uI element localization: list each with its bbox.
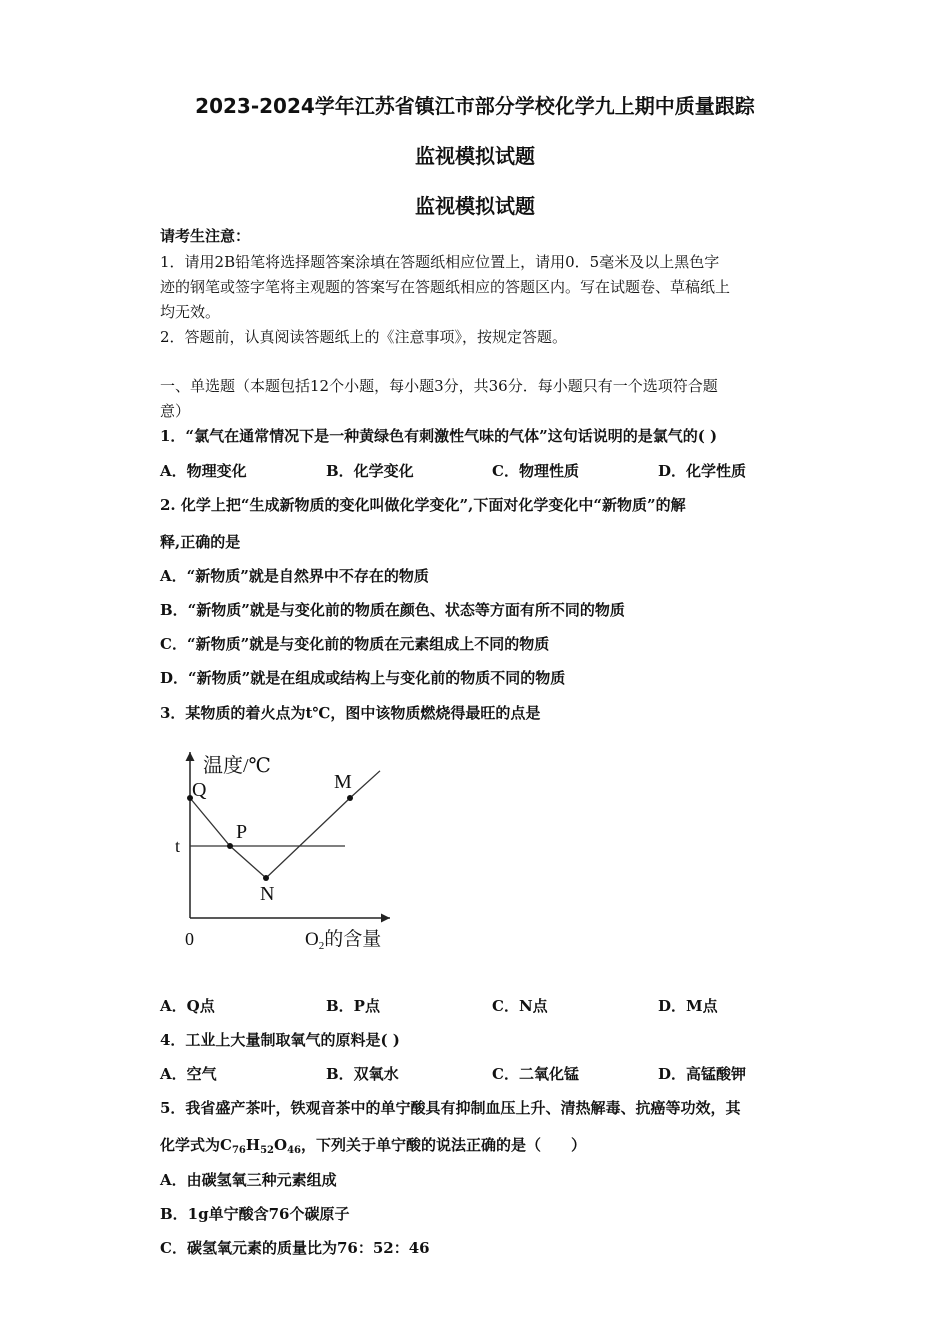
- q4-option-b[interactable]: B．双氧水: [326, 1065, 399, 1083]
- q5-option-a[interactable]: A．由碳氢氧三种元素组成: [160, 1171, 337, 1189]
- point-label-m: M: [334, 771, 352, 793]
- x-axis-label-sub: 2: [318, 940, 325, 952]
- q5-option-b[interactable]: B．1g单宁酸含76个碳原子: [160, 1205, 350, 1223]
- q3-option-b[interactable]: B．P点: [326, 997, 380, 1015]
- notice-heading: 请考生注意：: [160, 227, 251, 245]
- q4-option-c[interactable]: C．二氧化锰: [492, 1065, 579, 1083]
- q1-option-b[interactable]: B．化学变化: [326, 462, 414, 480]
- x-axis-label: [305, 928, 381, 952]
- q5-stem-b: [160, 1135, 586, 1161]
- q2-option-a[interactable]: A．“新物质”就是自然界中不存在的物质: [160, 567, 429, 585]
- exam-title-line1: 2023-2024学年江苏省镇江市部分学校化学九上期中质量跟踪: [195, 94, 755, 118]
- x-axis-label-rest: 的含量: [324, 929, 382, 950]
- temperature-o2-chart: [165, 740, 425, 960]
- q5-formula-sub-h: 52: [260, 1145, 274, 1156]
- notice-item1-a: 1．请用2B铅笔将选择题答案涂填在答题纸相应位置上，请用0．5毫米及以上黑色字: [160, 253, 720, 271]
- q4-option-d[interactable]: D．高锰酸钾: [658, 1065, 747, 1083]
- origin-label: 0: [185, 929, 194, 949]
- section-heading-a: 一、单选题（本题包括12个小题，每小题3分，共36分．每小题只有一个选项符合题: [160, 377, 718, 395]
- notice-item1-b: 迹的钢笔或签字笔将主观题的答案写在答题纸相应的答题区内。写在试题卷、草稿纸上: [160, 278, 731, 296]
- threshold-label: t: [175, 836, 181, 856]
- q5-option-c[interactable]: C．碳氢氧元素的质量比为76：52：46: [160, 1239, 430, 1257]
- q4-option-a[interactable]: A．空气: [160, 1065, 217, 1083]
- q5-formula-h: H: [245, 1136, 261, 1154]
- q1-option-d[interactable]: D．化学性质: [658, 462, 747, 480]
- exam-title-line2: 监视模拟试题: [415, 144, 535, 168]
- q3-stem: 3．某物质的着火点为t℃，图中该物质燃烧得最旺的点是: [160, 704, 541, 722]
- q4-stem: 4．工业上大量制取氧气的原料是( ): [160, 1031, 400, 1049]
- q1-option-a[interactable]: A．物理变化: [160, 462, 247, 480]
- point-label-q: Q: [192, 779, 207, 801]
- q2-option-b[interactable]: B．“新物质”就是与变化前的物质在颜色、状态等方面有所不同的物质: [160, 601, 625, 619]
- q1-stem: 1．“氯气在通常情况下是一种黄绿色有刺激性气味的气体”这句话说明的是氯气的( ): [160, 427, 718, 445]
- q5-stem-post: ，下列关于单宁酸的说法正确的是（ ）: [300, 1136, 586, 1154]
- point-label-n: N: [260, 883, 275, 905]
- point-label-p: P: [236, 821, 248, 843]
- point-n: [263, 875, 269, 881]
- notice-item2: 2．答题前，认真阅读答题纸上的《注意事项》，按规定答题。: [160, 328, 568, 346]
- notice-item1-c: 均无效。: [160, 303, 221, 321]
- x-axis-label-o: O: [305, 929, 319, 950]
- q1-option-c[interactable]: C．物理性质: [492, 462, 579, 480]
- section-heading-b: 意）: [160, 402, 191, 420]
- q5-formula-o: O: [273, 1136, 288, 1154]
- chart-labels: [175, 754, 381, 952]
- q2-stem-b: 释,正确的是: [160, 533, 241, 551]
- point-p: [227, 843, 233, 849]
- q3-option-d[interactable]: D．M点: [658, 997, 718, 1015]
- q5-formula-sub-c: 76: [231, 1145, 246, 1156]
- q2-stem-a: 2. 化学上把“生成新物质的变化叫做化学变化”,下面对化学变化中“新物质”的解: [160, 496, 686, 514]
- q5-formula-pre: 化学式为C: [160, 1136, 232, 1154]
- point-m: [347, 795, 353, 801]
- q5-stem-a: 5．我省盛产茶叶，铁观音茶中的单宁酸具有抑制血压上升、清热解毒、抗癌等功效，其: [160, 1099, 741, 1117]
- y-axis-label: 温度/℃: [203, 755, 271, 777]
- exam-title-line3: 监视模拟试题: [415, 194, 535, 218]
- q3-option-a[interactable]: A．Q点: [160, 997, 215, 1015]
- q2-option-c[interactable]: C．“新物质”就是与变化前的物质在元素组成上不同的物质: [160, 635, 550, 653]
- q3-option-c[interactable]: C．N点: [492, 997, 548, 1015]
- q5-formula-sub-o: 46: [287, 1145, 301, 1156]
- q2-option-d[interactable]: D．“新物质”就是在组成或结构上与变化前的物质不同的物质: [160, 669, 566, 687]
